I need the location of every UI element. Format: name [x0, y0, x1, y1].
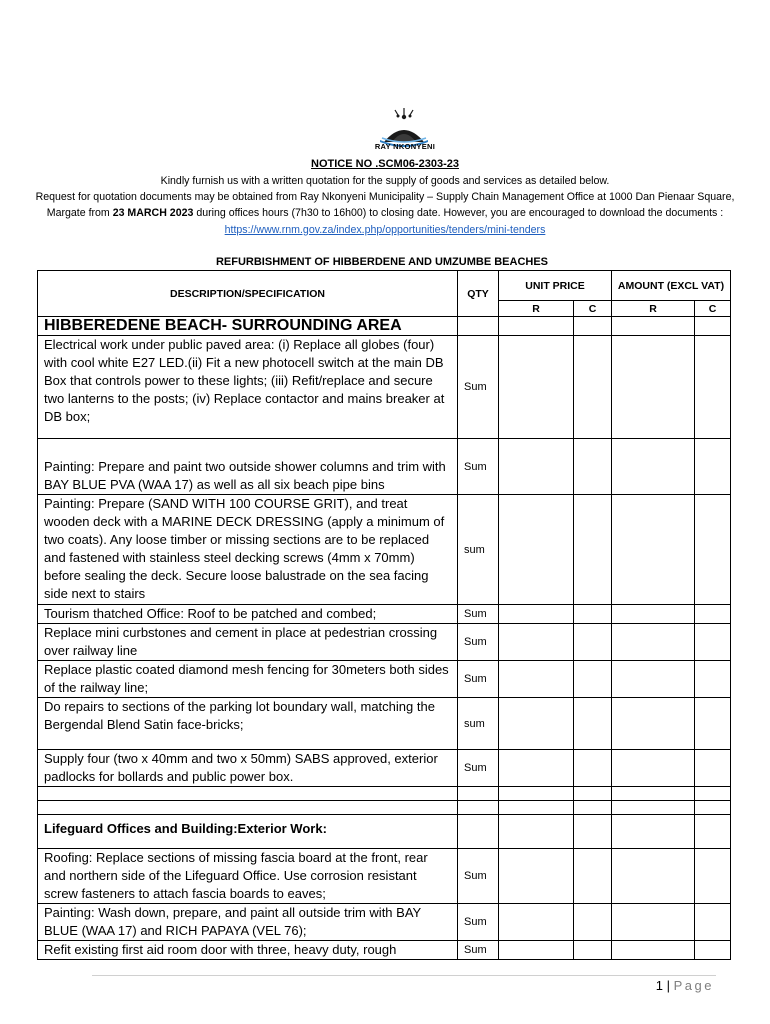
- row-qty: Sum: [458, 605, 499, 624]
- intro-line-3: during offices hours (7h30 to 16h00) to closing date. However, you are encouraged to download the documents :: [193, 207, 724, 220]
- quotation-table: [37, 270, 731, 960]
- subsection-title: Lifeguard Offices and Building:Exterior Work:: [38, 815, 458, 849]
- intro-line-2: Request for quotation documents may be obtained from Ray Nkonyeni Municipality – Supply Chain Management Office at 1000 Dan Pienaar Square, Margate from: [35, 191, 735, 220]
- header-amount: AMOUNT (EXCL VAT): [612, 271, 731, 301]
- row-description: Refit existing first aid room door with three, heavy duty, rough: [38, 941, 458, 960]
- table-row: [38, 941, 731, 960]
- table-row: [38, 904, 731, 941]
- row-description: Supply four (two x 40mm and two x 50mm) SABS approved, exterior padlocks for bollards and public power box.: [38, 750, 458, 787]
- row-description: Painting: Wash down, prepare, and paint all outside trim with BAY BLUE (WAA 17) and RICH PAPAYA (VEL 76);: [38, 904, 458, 941]
- row-description: Tourism thatched Office: Roof to be patched and combed;: [38, 605, 458, 624]
- page-word: Page: [673, 978, 714, 993]
- table-row: [38, 849, 731, 904]
- row-description: Replace plastic coated diamond mesh fencing for 30meters both sides of the railway line;: [38, 661, 458, 698]
- page-number-value: 1: [655, 978, 664, 993]
- intro-paragraph: [22, 173, 748, 238]
- table-row: [38, 495, 731, 605]
- table-row: [38, 439, 731, 495]
- header-unit-r: R: [499, 301, 574, 317]
- empty-row: [38, 801, 731, 815]
- row-qty: Sum: [458, 750, 499, 787]
- row-description: Electrical work under public paved area: (i) Replace all globes (four) with cool white E27 LED.(ii) Fit a new photocell switch at the main DB Box that controls power to these lights; (iii) Refit/replace and secure two lanterns to the posts; (iv) Replace contactor and mains breaker at DB box;: [38, 336, 458, 439]
- row-qty: sum: [458, 698, 499, 750]
- footer-divider: [92, 975, 716, 976]
- row-qty: Sum: [458, 941, 499, 960]
- row-description: Painting: Prepare and paint two outside shower columns and trim with BAY BLUE PVA (WAA 17) as well as all six beach pipe bins: [38, 439, 458, 495]
- header-unit-c: C: [574, 301, 612, 317]
- header-unit-price: UNIT PRICE: [499, 271, 612, 301]
- row-qty: Sum: [458, 849, 499, 904]
- row-description: Roofing: Replace sections of missing fascia board at the front, rear and northern side of the Lifeguard Office. Use corrosion resistant screw fasteners to attach fascia boards to eaves;: [38, 849, 458, 904]
- row-qty: Sum: [458, 439, 499, 495]
- row-qty: Sum: [458, 904, 499, 941]
- table-row: [38, 336, 731, 439]
- section-title: HIBBEREDENE BEACH- SURROUNDING AREA: [38, 317, 458, 336]
- row-description: Painting: Prepare (SAND WITH 100 COURSE GRIT), and treat wooden deck with a MARINE DECK DRESSING (apply a minimum of two coats). Any loose timber or missing sections are to be replaced and fastened with stainless steel decking screws (4mm x 70mm) before sealing the deck. Secure loose balustrade on the sea facing side next to stairs: [38, 495, 458, 605]
- header-qty: QTY: [458, 271, 499, 317]
- row-qty: Sum: [458, 661, 499, 698]
- header-amount-r: R: [612, 301, 695, 317]
- table-row: [38, 661, 731, 698]
- table-row: [38, 698, 731, 750]
- row-qty: Sum: [458, 336, 499, 439]
- row-description: Do repairs to sections of the parking lot boundary wall, matching the Bergendal Blend Satin face-bricks;: [38, 698, 458, 750]
- row-qty: sum: [458, 495, 499, 605]
- notice-number: NOTICE NO .SCM06-2303-23: [311, 158, 459, 170]
- intro-date: 23 MARCH 2023: [112, 207, 194, 220]
- table-row: [38, 750, 731, 787]
- header-amount-c: C: [695, 301, 731, 317]
- table-row: [38, 605, 731, 624]
- empty-row: [38, 787, 731, 801]
- logo-name: RAY NKONYENI: [374, 142, 436, 151]
- tenders-link[interactable]: https://www.rnm.gov.za/index.php/opportunities/tenders/mini-tenders: [224, 223, 546, 236]
- page-separator: |: [663, 978, 674, 993]
- table-row: [38, 624, 731, 661]
- row-description: Replace mini curbstones and cement in place at pedestrian crossing over railway line: [38, 624, 458, 661]
- document-title: REFURBISHMENT OF HIBBERDENE AND UMZUMBE BEACHES: [215, 256, 549, 268]
- intro-line-1: Kindly furnish us with a written quotation for the supply of goods and services as detailed below.: [160, 175, 610, 187]
- row-qty: Sum: [458, 624, 499, 661]
- header-description: DESCRIPTION/SPECIFICATION: [38, 271, 458, 317]
- page-number: [656, 978, 714, 993]
